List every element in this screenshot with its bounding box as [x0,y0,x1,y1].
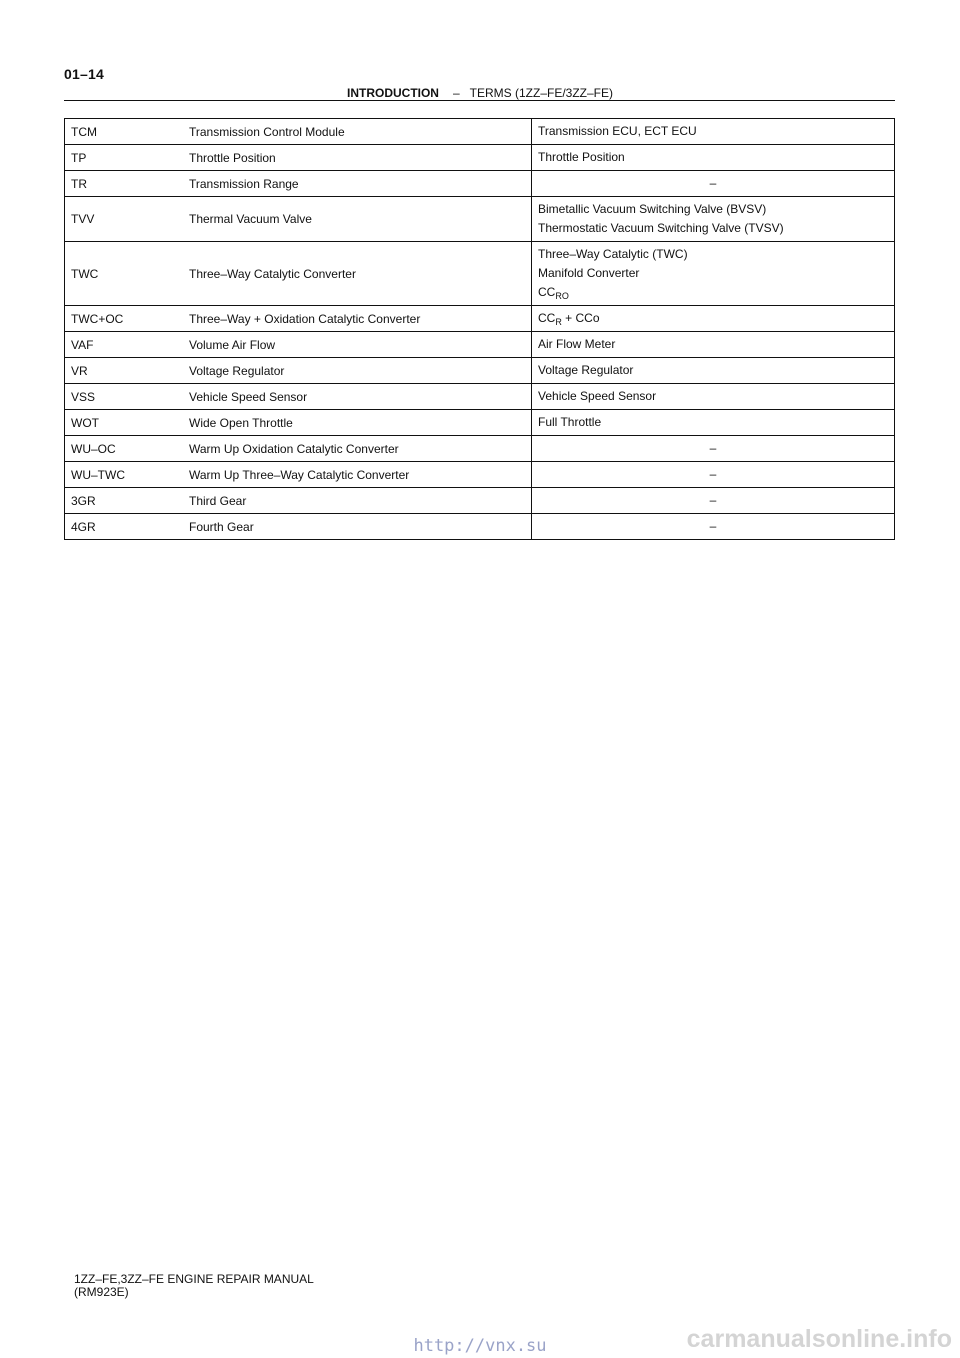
meaning-cell: Three–Way + Oxidation Catalytic Converter [183,306,532,332]
watermark-site: carmanualsonline.info [686,1325,952,1353]
table-row [65,197,895,242]
previous-term-line: – [709,467,717,481]
meaning-cell: Thermal Vacuum Valve [183,197,532,242]
previous-term-cell [532,488,895,514]
header-rule [64,100,895,101]
previous-term-line: Full Throttle [538,415,602,429]
previous-term-line: Air Flow Meter [538,337,616,351]
term-text: + CCo [561,311,600,325]
abbreviation-cell: WU–OC [65,436,184,462]
table-row [65,514,895,540]
abbreviation-cell: WOT [65,410,184,436]
meaning-cell: Warm Up Three–Way Catalytic Converter [183,462,532,488]
table-row [65,488,895,514]
previous-term-cell [532,145,895,171]
table-row [65,242,895,306]
previous-term-line: Vehicle Speed Sensor [538,389,657,403]
abbreviation-cell: TVV [65,197,184,242]
abbreviation-cell: VR [65,358,184,384]
previous-term-line: Thermostatic Vacuum Switching Valve (TVSV) [538,221,784,235]
meaning-cell: Volume Air Flow [183,332,532,358]
term-subscript: R [555,317,562,327]
previous-term-cell [532,242,895,306]
previous-term-cell [532,462,895,488]
abbreviation-cell: 3GR [65,488,184,514]
previous-term-line: Three–Way Catalytic (TWC) [538,247,688,261]
meaning-cell: Vehicle Speed Sensor [183,384,532,410]
header-separator: – [452,86,460,100]
previous-term-line: – [709,493,717,507]
previous-term-cell [532,358,895,384]
meaning-cell: Fourth Gear [183,514,532,540]
table-row [65,410,895,436]
page-number: 01–14 [64,66,104,82]
table-row [65,384,895,410]
meaning-cell: Throttle Position [183,145,532,171]
abbreviation-cell: TCM [65,119,184,145]
previous-term-cell [532,119,895,145]
previous-term-line: Transmission ECU, ECT ECU [538,124,697,138]
table-row [65,171,895,197]
footer-manual-code: (RM923E) [74,1285,129,1299]
meaning-cell: Transmission Range [183,171,532,197]
previous-term-cell [532,410,895,436]
terms-table [64,118,895,540]
previous-term-line: – [709,519,717,533]
meaning-cell: Three–Way Catalytic Converter [183,242,532,306]
abbreviation-cell: VAF [65,332,184,358]
table-row [65,436,895,462]
previous-term-cell [532,514,895,540]
meaning-cell: Wide Open Throttle [183,410,532,436]
term-subscript: RO [555,291,569,301]
previous-term-cell [532,384,895,410]
previous-term-line: Voltage Regulator [538,363,634,377]
previous-term-line [538,283,888,302]
footer [74,1273,314,1299]
terms-table-body [65,119,895,540]
abbreviation-cell: VSS [65,384,184,410]
footer-manual-title: 1ZZ–FE,3ZZ–FE ENGINE REPAIR MANUAL [74,1272,314,1286]
previous-term-cell [532,197,895,242]
abbreviation-cell: TWC [65,242,184,306]
previous-term-cell [532,332,895,358]
abbreviation-cell: 4GR [65,514,184,540]
table-row [65,358,895,384]
previous-term-line: Bimetallic Vacuum Switching Valve (BVSV) [538,202,767,216]
term-text: CC [538,285,556,299]
meaning-cell: Third Gear [183,488,532,514]
previous-term-line: Manifold Converter [538,266,640,280]
previous-term-line: – [709,441,717,455]
subsection-title: TERMS (1ZZ–FE/3ZZ–FE) [469,86,614,100]
abbreviation-cell: TR [65,171,184,197]
table-row [65,462,895,488]
table-row [65,332,895,358]
previous-term-line: – [709,176,717,190]
meaning-cell: Voltage Regulator [183,358,532,384]
term-text: CC [538,311,556,325]
abbreviation-cell: TP [65,145,184,171]
table-row [65,119,895,145]
abbreviation-cell: WU–TWC [65,462,184,488]
previous-term-cell [532,171,895,197]
page-header [0,86,960,100]
table-row [65,306,895,332]
watermark-link[interactable]: http://vnx.su [413,1336,547,1356]
previous-term-line [538,309,888,328]
previous-term-line: Throttle Position [538,150,625,164]
previous-term-cell [532,306,895,332]
abbreviation-cell: TWC+OC [65,306,184,332]
meaning-cell: Transmission Control Module [183,119,532,145]
section-title: INTRODUCTION [346,86,439,100]
table-row [65,145,895,171]
previous-term-cell [532,436,895,462]
meaning-cell: Warm Up Oxidation Catalytic Converter [183,436,532,462]
